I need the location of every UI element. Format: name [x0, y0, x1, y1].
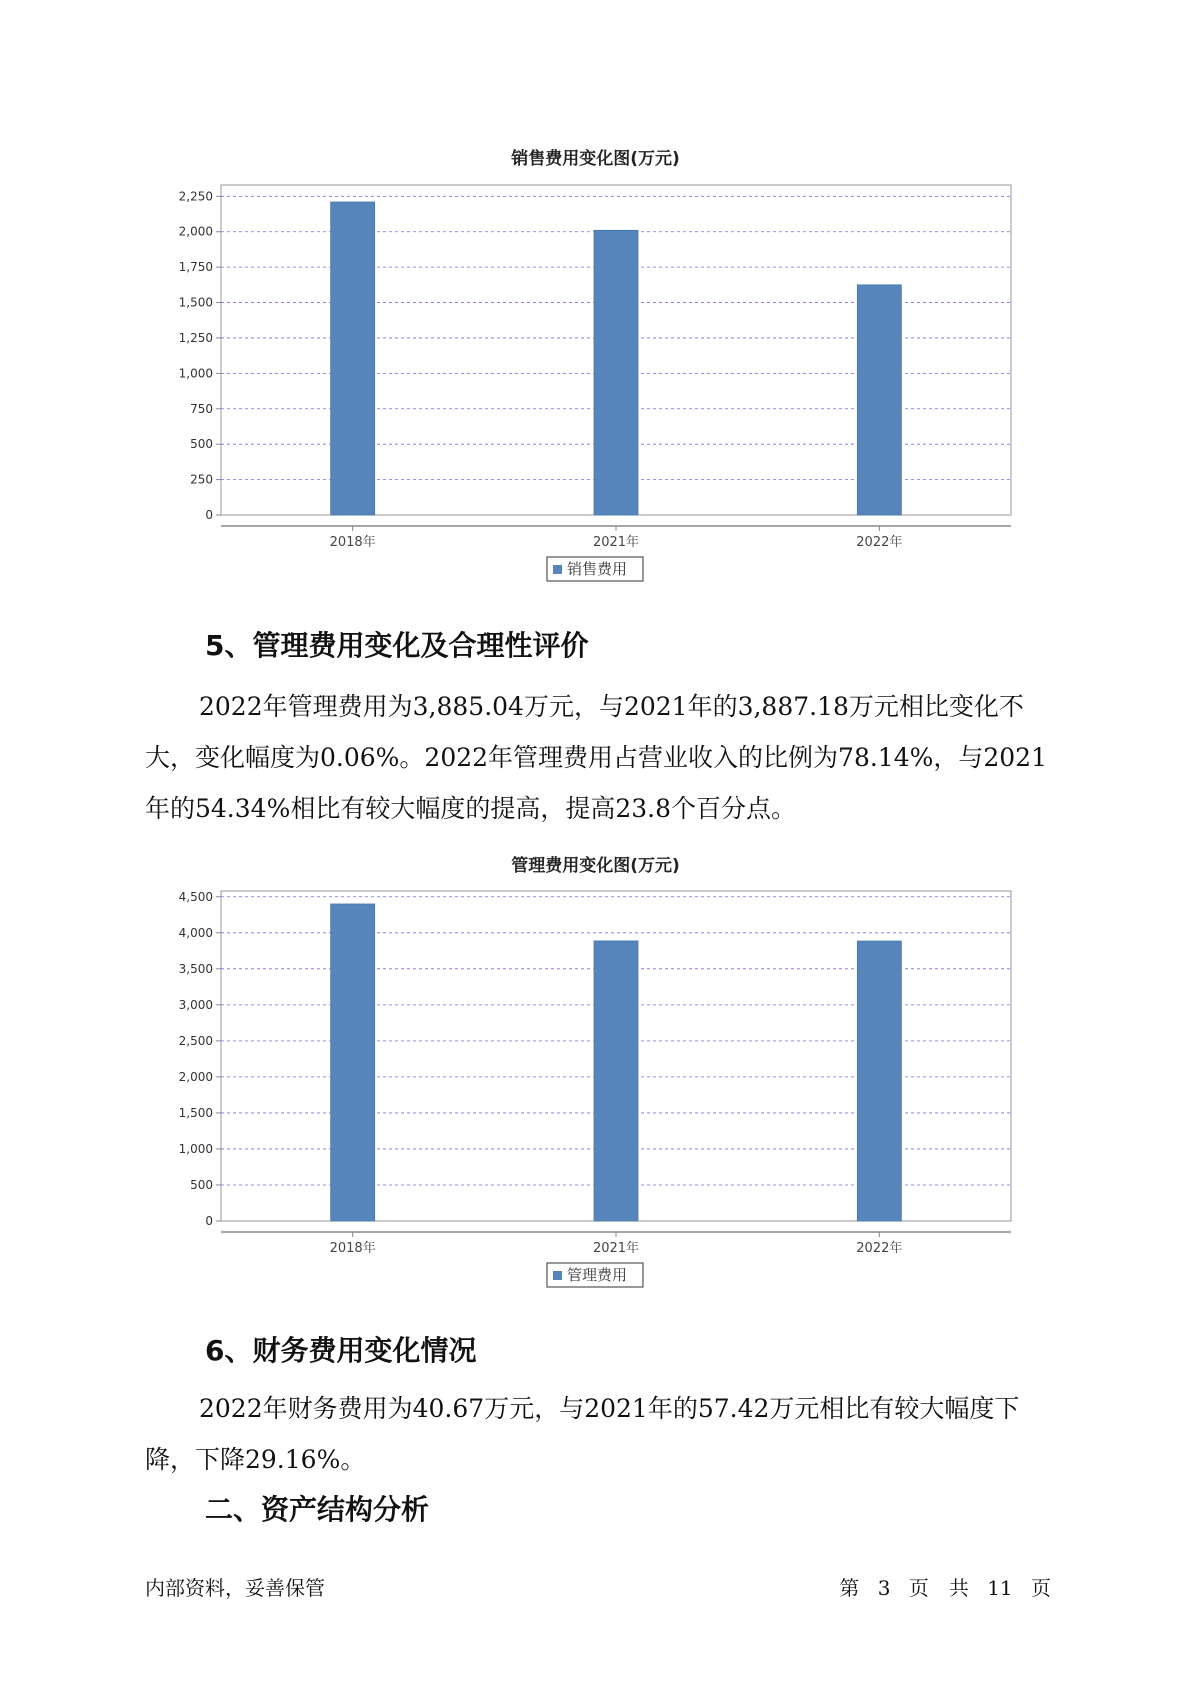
- y-tick-label: 0: [205, 1214, 213, 1228]
- x-tick-label: 2021年: [592, 1241, 640, 1256]
- y-tick-label: 1,000: [178, 1141, 213, 1156]
- sales-expense-chart: [0, 160, 1191, 590]
- y-tick-label: 2,000: [178, 1069, 213, 1084]
- y-tick-label: 0: [205, 508, 213, 522]
- legend-swatch: [553, 565, 562, 574]
- x-tick-label: 2022年: [856, 1241, 903, 1256]
- bar-3: [857, 285, 901, 515]
- y-tick-label: 1,250: [178, 330, 213, 345]
- x-tick-label: 2022年: [856, 535, 903, 550]
- y-tick-label: 1,000: [178, 366, 213, 381]
- y-tick-label: 3,000: [178, 997, 213, 1012]
- footer-page-number: [839, 1572, 1051, 1601]
- chart-1-title: 销售费用变化图(万元): [511, 149, 680, 169]
- legend-label: 销售费用: [567, 560, 628, 578]
- bar-2: [594, 941, 638, 1221]
- bar-2: [594, 230, 638, 515]
- page-suffix: 页: [1031, 1576, 1051, 1600]
- y-tick-label: 1,500: [178, 1105, 213, 1120]
- section-2-heading: 二、资产结构分析: [205, 1493, 430, 1526]
- bar-1: [331, 904, 375, 1221]
- section-6-paragraph: 2022年财务费用为40.67万元，与2021年的57.42万元相比有较大幅度下降，下降29.16%。: [145, 1394, 1020, 1474]
- y-tick-label: 4,500: [178, 889, 213, 904]
- bar-3: [857, 941, 901, 1221]
- management-expense-chart: [0, 866, 1191, 1296]
- y-tick-label: 3,500: [178, 961, 213, 976]
- y-tick-label: 500: [190, 1177, 213, 1192]
- y-tick-label: 1,500: [178, 295, 213, 310]
- footer-confidential-note: 内部资料，妥善保管: [145, 1576, 325, 1600]
- page-total: 11: [987, 1576, 1013, 1600]
- section-6-heading: 6、财务费用变化情况: [205, 1334, 477, 1367]
- y-tick-label: 1,750: [178, 260, 213, 275]
- legend-swatch: [553, 1271, 562, 1280]
- y-tick-label: 4,000: [178, 925, 213, 940]
- y-tick-label: 500: [190, 437, 213, 452]
- legend-label: 管理费用: [567, 1266, 628, 1284]
- chart-2-title: 管理费用变化图(万元): [511, 856, 680, 876]
- x-tick-label: 2021年: [592, 535, 640, 550]
- x-tick-label: 2018年: [329, 1241, 376, 1256]
- y-tick-label: 750: [190, 401, 213, 416]
- section-5-paragraph: 2022年管理费用为3,885.04万元，与2021年的3,887.18万元相比变化不大，变化幅度为0.06%。2022年管理费用占营业收入的比例为78.14%，与2021年的54.34%相比有较大幅度的提高，提高23.8个百分点。: [145, 692, 1047, 823]
- y-tick-label: 250: [190, 472, 213, 487]
- y-tick-label: 2,000: [178, 224, 213, 239]
- x-tick-label: 2018年: [329, 535, 376, 550]
- bar-1: [331, 202, 375, 515]
- page-prefix: 第: [839, 1576, 860, 1600]
- page-current: 3: [877, 1576, 891, 1600]
- section-5-heading: 5、管理费用变化及合理性评价: [205, 629, 589, 662]
- y-tick-label: 2,500: [178, 1033, 213, 1048]
- y-tick-label: 2,250: [178, 189, 213, 204]
- page-mid: 页 共: [908, 1576, 969, 1600]
